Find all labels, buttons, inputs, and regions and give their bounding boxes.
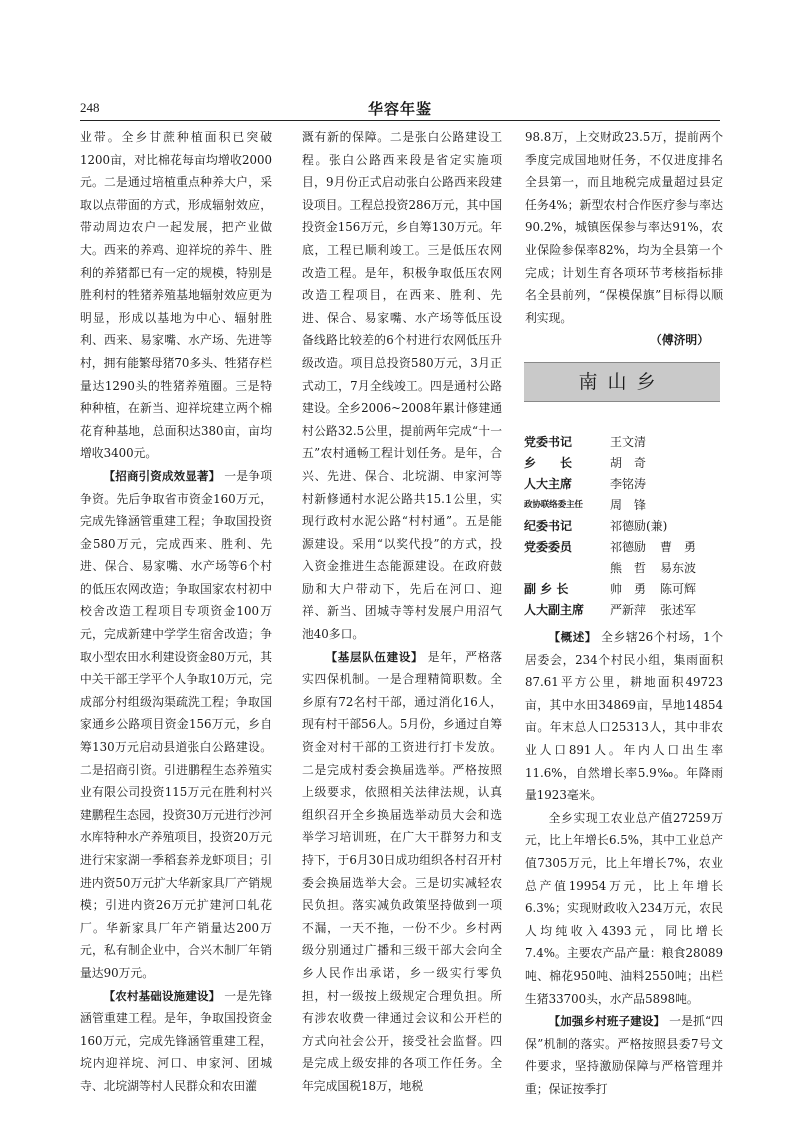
staff-row — [524, 474, 724, 495]
staff-row — [524, 579, 724, 600]
paragraph: 溉有新的保障。二是张白公路建设工程。张白公路西来段是省定实施项目，9月份正式启动张白公路西来段建设项目。工程总投资286万元，其中国投资金156万元，乡自筹130万元。年底，工程已顺利竣工。三是低压农网改造工程。是年，积极争取低压农网改造工程项目，在西来、胜利、先进、保合、易家嘴、水产场等低压设备线路比较差的6个村进行农网低压升级改造。项目总投资580万元，3月正式动工，7月全线竣工。四是通村公路建设。全乡2006~2008年累计修建通村公路32.5公里，提前两年完成“十一五”农村通畅工程计划任务。是年，合兴、先进、保合、北垸湖、申家河等村新修通村水泥公路共15.1公里，实现行政村水泥公路“村村通”。五是能源建设。采用“以奖代投”的方式，投入资金推进生态能源建设。在政府鼓励和大户带动下，先后在河口、迎祥、新当、团城寺等村发展户用沼气池40多口。 — [302, 130, 502, 642]
book-title: 华容年鉴 — [367, 100, 432, 118]
section-heading: 【概述】 — [548, 630, 597, 644]
paragraph-text: 一是争项争资。先后争取省市资金160万元，完成先锋涵管重建工程；争取国投资金580万元，完成西来、胜利、先进、保合、易家嘴、水产场等6个村的低压农网改造；争取国家农村初中校舍改造工程项目专项资金100万元，完成新建中学学生宿舍改造；争取小型农田水利建设资金80万元，其中关干部王学平个人争取10万元，完成部分村组级沟渠疏洗工程；争取国家通乡公路项目资金156万元，乡自筹130万元启动县道张白公路建设。二是招商引资。引进鹏程生态养殖实业有限公司投资115万元在胜利村兴建鹏程生态园，投资30万元进行沙河水库特种水产养殖项目，投资20万元进行宋家湖一季稻套养龙虾项目；引进内资50万元扩大华新家具厂产销规模；引进内资26万元扩建河口轧花厂。华新家具厂年产销量达200万元，私有制企业中，合兴木制厂年销量达90万元。 — [80, 468, 273, 980]
section-title-banner: 南山乡 — [524, 362, 720, 402]
column-left — [80, 126, 272, 1098]
staff-name: 陈可辉 — [660, 582, 697, 596]
paragraph: 业带。全乡甘蔗种植面积已突破1200亩，对比棉花每亩均增收2000元。二是通过培植重点种养大户，采取以点带面的方式，形成辐射效应，带动周边农户一起发展，把产业做大。西来的养鸡、迎祥垸的养牛、胜利的养猪都已有一定的规模，特别是胜利村的牲猪养殖基地辐射效应更为明显，形成以基地为中心、辐射胜利、西来、易家嘴、水产场、先进等村，拥有能繁母猪70多头、牲猪存栏量达1290头的牲猪养殖圈。三是特种种植，在新当、迎祥垸建立两个棉花育种基地，总面积达380亩，亩均增收3400元。 — [80, 130, 272, 461]
staff-row — [524, 600, 724, 621]
staff-role: 党委委员 — [524, 540, 573, 554]
paragraph — [302, 646, 502, 1098]
header-divider — [80, 120, 720, 121]
staff-role: 人大主席 — [524, 477, 573, 491]
staff-list — [524, 432, 724, 621]
paragraph: 全乡实现工农业总产值27259万元，比上年增长6.5%，其中工业总产值7305万元，比上年增长7%，农业总产值19954万元，比上年增长6.3%；实现财政收入234万元，农民人均纯收入4393元，同比增长7.4%。主要农产品产量：粮食28089吨、棉花950吨、油料2550吨；出栏生猪33700头，水产品5898吨。 — [525, 810, 723, 1006]
staff-role: 纪委书记 — [524, 519, 573, 533]
staff-name: 严新萍 — [610, 603, 647, 617]
staff-name: 帅 勇 — [610, 582, 647, 596]
section-heading: 【基层队伍建设】 — [325, 649, 424, 664]
staff-role — [524, 558, 610, 579]
paragraph-text: 是年，严格落实四保机制。一是合理精简职数。全乡原有72名村干部，通过消化16人，现有村干部56人。5月份，乡通过自筹资金对村干部的工资进行打卡发放。二是完成村委会换届选举。严格按照上级要求，依照相关法律法规，认真组织召开全乡换届选举动员大会和选举学习培训班，在广大干群努力和支持下，于6月30日成功组织各村召开村委会换届选举大会。三是切实减轻农民负担。落实减负政策坚持做到一项不漏，一天不拖，一份不少。乡村两级分别通过广播和三级干部大会向全乡人民作出承诺，乡一级实行零负担，村一级按上级规定合理负担。所有涉农收费一律通过会议和公开栏的方式向社会公开，接受社会监督。四是完成上级安排的各项工作任务。全年完成国税18万，地税 — [302, 649, 503, 1093]
staff-name: 王文清 — [610, 435, 647, 449]
staff-names — [610, 453, 660, 474]
staff-row — [524, 558, 724, 579]
staff-role: 副 乡 长 — [524, 582, 569, 596]
staff-name: 胡 奇 — [610, 456, 647, 470]
section-heading: 【农村基础设施建设】 — [103, 988, 221, 1003]
column-middle — [302, 126, 502, 1098]
staff-names — [610, 558, 710, 579]
paragraph-text: 一是先锋涵管重建工程。是年，争取国投资金160万元，完成先锋涵管重建工程，垸内迎祥垸、河口、申家河、团城寺、北垸湖等村人民群众和农田灌 — [80, 988, 273, 1093]
staff-name: 祁德励 — [610, 540, 647, 554]
staff-names — [610, 474, 660, 495]
staff-name: 张述军 — [660, 603, 697, 617]
paragraph — [80, 985, 272, 1098]
staff-role: 政协联络委主任 — [524, 500, 583, 510]
staff-row — [524, 453, 724, 474]
staff-name: 周 锋 — [610, 498, 647, 512]
page-header — [80, 98, 720, 120]
staff-name: 熊 哲 — [610, 561, 647, 575]
paragraph-text: 全乡辖26个村场，1个居委会，234个村民小组，集雨面积87.61平方公里，耕地面积49723亩，其中水田34869亩，旱地14854亩。年末总人口25313人，其中非农业人口891人。年内人口出生率11.6%，自然增长率5.9‰。年降雨量1923毫米。 — [525, 630, 723, 803]
staff-role: 乡 长 — [524, 456, 573, 470]
staff-names — [610, 537, 710, 558]
staff-name: 易东波 — [660, 561, 697, 575]
column-right-top — [525, 126, 723, 352]
staff-names — [610, 432, 660, 453]
paragraph: 98.8万，上交财政23.5万，提前两个季度完成国地财任务，不仅进度排名全县第一，而且地税完成量超过县定任务4%；新型农村合作医疗参与率达90.2%，城镇医保参与率达91%，农业保险参保率82%，均为全县第一个完成；计划生育各项环节考核指标排名全县前列，“保模保旗”目标得以顺利实现。 — [525, 130, 723, 325]
column-right-bottom — [525, 626, 723, 1100]
author-signature: （傅济明） — [650, 333, 709, 348]
staff-names — [610, 516, 681, 537]
section-heading: 【招商引资成效显著】 — [103, 468, 221, 483]
staff-row — [524, 537, 724, 558]
staff-role: 党委书记 — [524, 435, 573, 449]
page-number: 248 — [80, 100, 100, 115]
paragraph — [80, 465, 272, 985]
staff-name: 曹 勇 — [660, 540, 697, 554]
staff-names — [610, 495, 660, 516]
section-heading: 【加强乡村班子建设】 — [548, 1014, 666, 1029]
staff-names — [610, 600, 710, 621]
paragraph — [525, 1010, 723, 1100]
staff-name: 李铭涛 — [610, 477, 647, 491]
staff-row — [524, 516, 724, 537]
staff-names — [610, 579, 710, 600]
paragraph-text: 一是抓“四保”机制的落实。严格按照县委7号文件要求，坚持激励保障与严格管理并重；保证按季打 — [525, 1014, 724, 1096]
staff-row — [524, 432, 724, 453]
staff-role: 人大副主席 — [524, 603, 585, 617]
staff-name: 祁德励(兼) — [610, 519, 668, 533]
staff-row — [524, 495, 724, 516]
paragraph — [525, 626, 723, 807]
